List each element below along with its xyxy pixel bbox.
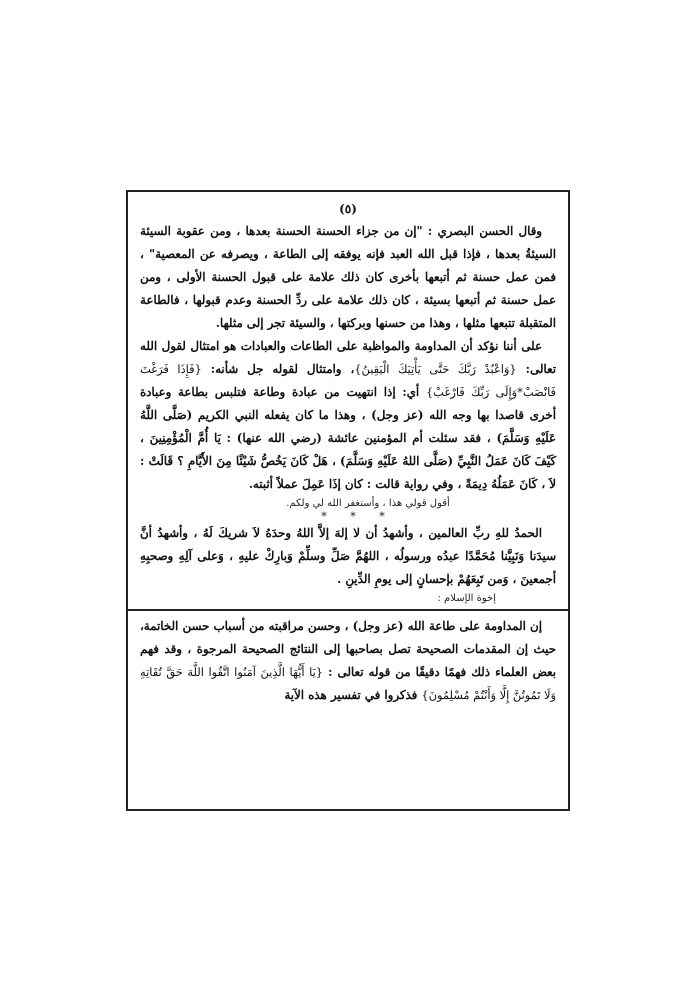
page-frame (126, 190, 570, 811)
page-number: (٥) (339, 202, 357, 216)
paragraph-praise: الحمدُ للهِ ربِّ العالمين ، وأشهدُ أن لا إلهَ إلاَّ اللهُ وحدَهُ لاَ شريكَ لَهُ ، وأشهدُ أنَّ سيدَنا وَنَبِيَّنا مُحَمَّدًا عبدُه ورسولُه ، اللهُمَّ صَلِّ وسلِّمْ وَبارِكْ عليهِ ، وَعلى آلِهِ وصحبِهِ أجمعينَ ، وَمن تَبِعَهُمْ بإحسانٍ إلى يومِ الدِّينِ . (140, 526, 556, 586)
closing-statement: أقول قولي هذا ، وأستغفر الله لي ولكم. (286, 498, 450, 509)
paragraph-perseverance-text-3: أي: إذا انتهيت من عبادة وطاعة فتلبس بطاعة وعبادة أخرى قاصدا بها وجه الله (عز وجل) ، وهذا ما كان يفعله النبي الكريم (صَلَّى اللَّهُ عَلَيْهِ وَسَلَّمَ) ، فقد سئلت أم المؤمنين عائشة (رضي الله عنها) : يَا أُمَّ الْمُؤْمِنِينَ ، كَيْفَ كَانَ عَمَلُ النَّبِيِّ (صَلَّى اللهُ عَلَيْهِ وَسَلَّمَ) ، هَلْ كَانَ يَخُصُّ شَيْئًا مِنَ الأَيَّامِ ؟ قَالَتْ : لاَ ، كَانَ عَمَلُهُ دِيمَةً ، وفي رواية قالت : كان إذَا عَمِلَ عملاً أثبته. (140, 385, 556, 491)
divider-line (128, 609, 568, 611)
quran-verse-taqwa: {يَا أَيُّهَا الَّذِينَ آمَنُوا اتَّقُوا اللَّهَ حَقَّ تُقَاتِهِ وَلَا تَمُوتُنَّ إِلَّا وَأَنْتُمْ مُسْلِمُونَ} (140, 665, 556, 702)
paragraph-hasan-basri: وقال الحسن البصري : "إن من جزاء الحسنة الحسنة بعدها ، ومن عقوبة السيئة السيئةُ بعدها ، فإذا قبل الله العبد فإنه يوفقه إلى الطاعة ، ويصرفه عن المعصية" ، فمن عمل حسنة ثم أتبعها بأخرى كان ذلك علامة على قبول الحسنة الأولى ، ومن عمل حسنة ثم أتبعها بسيئة ، كان ذلك علامة على ردِّ الحسنة وعدم قبولها ، فالطاعة المتقبلة تتبعها مثلها ، وهذا من حسنها وبركتها ، والسيئة تجر إلى مثلها. (140, 224, 556, 330)
quran-verse-worship: {وَاعْبُدْ رَبَّكَ حَتَّى يَأْتِيَكَ الْيَقِينُ} (354, 362, 517, 376)
paragraph-good-ending-text-2: فذكروا في تفسير هذه الآية (284, 688, 422, 702)
paragraph-good-ending-text-1: إن المداومة على طاعة الله (عز وجل) ، وحسن مراقبته من أسباب حسن الخاتمة، حيث إن المقدمات الصحيحة تصل بصاحبها إلى النتائج الصحيحة المرجوة ، وقد فهم بعض العلماء ذلك فهمًا دقيقًا من قوله تعالى : (140, 619, 556, 679)
paragraph-perseverance-text-1: على أننا نؤكد أن المداومة والمواظبة على الطاعات والعبادات هو امتثال لقول الله تعالى: (140, 339, 556, 376)
paragraph-perseverance (140, 335, 556, 496)
paragraph-perseverance-text-2: ، وامتثال لقوله جل شأنه: (201, 362, 355, 376)
brothers-heading: إخوة الإسلام : (437, 593, 496, 604)
quran-verse-strive: {فَإِذَا فَرَغْتَ فَانْصَبْ*وَإِلَى رَبِّكَ فَارْغَبْ} (140, 362, 556, 399)
stars-separator: * * * (321, 510, 395, 523)
paragraph-good-ending (140, 615, 556, 707)
